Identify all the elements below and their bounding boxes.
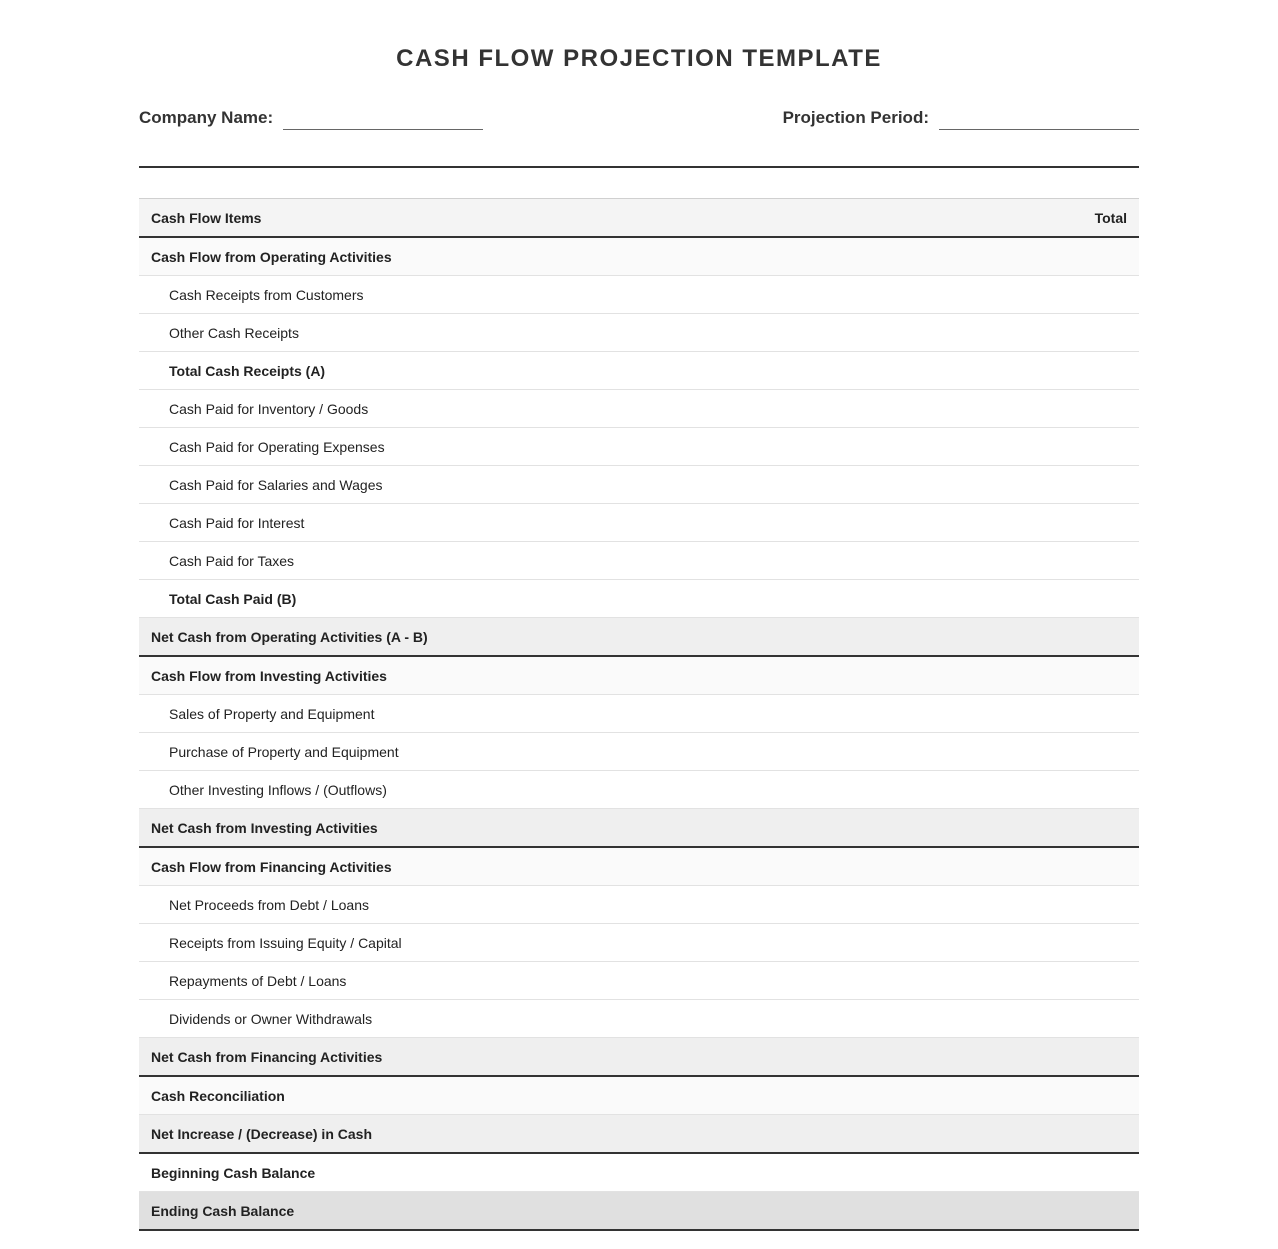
row-label: Cash Receipts from Customers	[169, 286, 364, 303]
row-label: Net Proceeds from Debt / Loans	[169, 896, 369, 913]
table-row	[139, 542, 1139, 580]
row-label: Cash Flow from Operating Activities	[151, 248, 392, 265]
projection-period-group	[783, 108, 1139, 130]
column-header-items: Cash Flow Items	[151, 209, 262, 226]
section-header-row	[139, 657, 1139, 695]
row-label: Purchase of Property and Equipment	[169, 743, 399, 760]
row-label: Cash Paid for Salaries and Wages	[169, 476, 383, 493]
row-label: Net Increase / (Decrease) in Cash	[151, 1125, 372, 1142]
row-label: Cash Paid for Interest	[169, 514, 305, 531]
table-row	[139, 962, 1139, 1000]
table-row	[139, 276, 1139, 314]
table-row	[139, 1000, 1139, 1038]
cash-flow-table	[139, 198, 1139, 1231]
row-label: Repayments of Debt / Loans	[169, 972, 347, 989]
column-header-total: Total	[1094, 209, 1127, 226]
company-name-field[interactable]	[283, 108, 483, 130]
row-label: Sales of Property and Equipment	[169, 705, 375, 722]
projection-period-label: Projection Period:	[782, 108, 929, 127]
table-row	[139, 428, 1139, 466]
row-label: Other Cash Receipts	[169, 324, 299, 341]
row-label: Cash Flow from Financing Activities	[151, 858, 392, 875]
row-label: Cash Paid for Inventory / Goods	[169, 400, 369, 417]
table-row	[139, 771, 1139, 809]
row-label: Net Cash from Operating Activities (A - B)	[151, 628, 428, 645]
table-row	[139, 733, 1139, 771]
section-header-row	[139, 1077, 1139, 1115]
net-total-row	[139, 809, 1139, 848]
section-header-row	[139, 848, 1139, 886]
net-total-row	[139, 1038, 1139, 1077]
header-fields	[139, 108, 1139, 168]
row-label: Receipts from Issuing Equity / Capital	[169, 934, 402, 951]
table-row	[139, 314, 1139, 352]
table-row	[139, 390, 1139, 428]
final-total-row	[139, 1192, 1139, 1231]
row-label: Other Investing Inflows / (Outflows)	[169, 781, 387, 798]
table-row	[139, 924, 1139, 962]
company-name-label: Company Name:	[139, 108, 274, 127]
subtotal-row	[139, 580, 1139, 618]
row-label: Net Cash from Financing Activities	[151, 1048, 383, 1065]
row-label: Cash Paid for Operating Expenses	[169, 438, 385, 455]
row-label: Net Cash from Investing Activities	[151, 819, 378, 836]
net-total-row	[139, 618, 1139, 657]
row-label: Beginning Cash Balance	[151, 1164, 316, 1181]
table-row	[139, 1154, 1139, 1192]
row-label: Cash Flow from Investing Activities	[151, 667, 387, 684]
projection-period-field[interactable]	[939, 108, 1139, 130]
page-title: CASH FLOW PROJECTION TEMPLATE	[396, 45, 882, 72]
table-row	[139, 504, 1139, 542]
table-body	[139, 238, 1139, 1231]
table-header-row	[139, 199, 1139, 238]
row-label: Cash Reconciliation	[151, 1087, 285, 1104]
row-label: Ending Cash Balance	[151, 1202, 295, 1219]
row-label: Dividends or Owner Withdrawals	[169, 1010, 373, 1027]
table-row	[139, 466, 1139, 504]
row-label: Total Cash Receipts (A)	[169, 362, 326, 379]
company-name-group	[139, 108, 483, 130]
row-label: Total Cash Paid (B)	[169, 590, 297, 607]
row-label: Cash Paid for Taxes	[169, 552, 295, 569]
table-row	[139, 695, 1139, 733]
subtotal-row	[139, 352, 1139, 390]
net-total-row	[139, 1115, 1139, 1154]
table-row	[139, 886, 1139, 924]
section-header-row	[139, 238, 1139, 276]
document-page	[139, 0, 1139, 1231]
